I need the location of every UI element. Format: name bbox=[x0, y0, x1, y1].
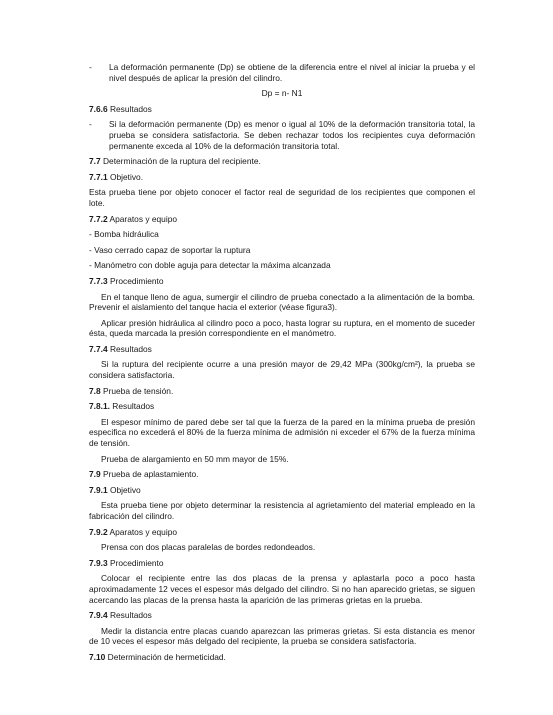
section-heading-7-9 bbox=[89, 469, 475, 480]
paragraph: Si la ruptura del recipiente ocurre a una presión mayor de 29,42 MPa (300kg/cm²), la prueba se considera satisfactoria. bbox=[89, 359, 475, 381]
section-heading-7-8 bbox=[89, 386, 475, 397]
bullet-dash: - bbox=[89, 62, 92, 72]
section-number: 7.9 bbox=[89, 469, 101, 480]
section-heading-7-10 bbox=[89, 652, 475, 663]
section-number: 7.8.1. bbox=[89, 401, 110, 412]
section-title: Procedimiento bbox=[107, 557, 164, 568]
section-number: 7.10 bbox=[89, 651, 106, 662]
section-title: Prueba de aplastamiento. bbox=[100, 469, 199, 480]
paragraph: Medir la distancia entre placas cuando aparezcan las primeras grietas. Si esta distancia es menor de 10 veces el espesor más delgado del recipiente, la prueba se considera satisfactoria. bbox=[89, 625, 475, 647]
section-heading-7-6-6 bbox=[89, 104, 475, 115]
section-number: 7.7.3 bbox=[89, 275, 108, 286]
section-title: Prueba de tensión. bbox=[100, 385, 174, 396]
paragraph: Prensa con dos placas paralelas de bordes redondeados. bbox=[101, 542, 316, 553]
section-heading-7-8-1 bbox=[89, 401, 475, 412]
section-title: Determinación de hermeticidad. bbox=[105, 651, 226, 662]
section-heading-7-7-1 bbox=[89, 172, 475, 183]
document-body bbox=[89, 62, 475, 668]
equipment-item: - Manómetro con doble aguja para detectar la máxima alcanzada bbox=[89, 260, 331, 271]
section-title: Aparatos y equipo bbox=[107, 213, 178, 224]
section-heading-7-7-3 bbox=[89, 276, 475, 287]
bullet-dash: - bbox=[89, 119, 92, 130]
paragraph: Colocar el recipiente entre las dos placas de la prensa y aplastarla poco a poco hasta aproximadamente 12 veces el espesor más delgado del cilindro. Si no han aparecido grietas, se siguen acercando las placas de la prensa hasta la aparición de las primeras grietas en la prueba. bbox=[89, 573, 475, 605]
section-title: Resultados bbox=[107, 610, 152, 621]
section-title: Aparatos y equipo bbox=[107, 526, 178, 537]
paragraph: Esta prueba tiene por objeto conocer el factor real de seguridad de los recipientes que componen el lote. bbox=[89, 187, 475, 208]
section-title: Determinación de la ruptura del recipiente. bbox=[100, 156, 261, 167]
section-number: 7.9.1 bbox=[89, 484, 108, 495]
equipment-item: - Vaso cerrado capaz de soportar la ruptura bbox=[89, 244, 251, 255]
section-number: 7.9.2 bbox=[89, 526, 108, 537]
paragraph: El espesor mínimo de pared debe ser tal que la fuerza de la pared en la mínima prueba de presión especifica no excederá el 80% de la fuerza mínima de admisión ni exceder el 67% de la fuerza mínima de tensión. bbox=[89, 416, 475, 449]
formula: Dp = n- N1 bbox=[261, 88, 303, 99]
section-title: Resultados bbox=[107, 343, 152, 354]
paragraph: Esta prueba tiene por objeto determinar la resistencia al agrietamiento del material empleado en la fabricación del cilindro. bbox=[89, 500, 475, 521]
section-heading-7-9-3 bbox=[89, 558, 475, 569]
bullet-item bbox=[89, 119, 475, 151]
section-number: 7.7 bbox=[89, 156, 101, 167]
section-number: 7.8 bbox=[89, 385, 101, 396]
paragraph: Prueba de alargamiento en 50 mm mayor de 15%. bbox=[101, 453, 289, 464]
section-title: Resultados bbox=[107, 103, 152, 114]
section-heading-7-7 bbox=[89, 156, 475, 167]
bullet-text: Si la deformación permanente (Dp) es menor o igual al 10% de la deformación transitoria total, la prueba se considera satisfactoria. Se deben rechazar todos los recipientes cuya deformación permanente exceda al 10% de la deformación transitoria total. bbox=[109, 119, 475, 151]
section-title: Objetivo. bbox=[107, 171, 144, 182]
bullet-item bbox=[89, 62, 475, 83]
section-heading-7-9-2 bbox=[89, 527, 475, 538]
section-number: 7.7.1 bbox=[89, 171, 108, 182]
section-heading-7-9-1 bbox=[89, 485, 475, 496]
section-title: Resultados bbox=[109, 401, 155, 412]
equipment-item: - Bomba hidráulica bbox=[89, 229, 159, 240]
section-heading-7-9-4 bbox=[89, 610, 475, 621]
paragraph: Aplicar presión hidráulica al cilindro poco a poco, hasta lograr su ruptura, en el momento de suceder ésta, queda marcada la presión correspondiente en el manómetro. bbox=[89, 317, 475, 339]
section-number: 7.6.6 bbox=[89, 103, 108, 114]
section-number: 7.7.4 bbox=[89, 343, 108, 354]
section-number: 7.9.3 bbox=[89, 557, 108, 568]
paragraph: En el tanque lleno de agua, sumergir el cilindro de prueba conectado a la alimentación de la bomba. Prevenir el aislamiento del tanque hacia el exterior (véase figura3). bbox=[89, 291, 475, 313]
section-heading-7-7-2 bbox=[89, 214, 475, 225]
section-number: 7.7.2 bbox=[89, 213, 108, 224]
section-number: 7.9.4 bbox=[89, 610, 108, 621]
section-heading-7-7-4 bbox=[89, 344, 475, 355]
section-title: Procedimiento bbox=[107, 275, 164, 286]
section-title: Objetivo bbox=[107, 484, 141, 495]
bullet-text: La deformación permanente (Dp) se obtiene de la diferencia entre el nivel al iniciar la prueba y el nivel después de aplicar la presión del cilindro. bbox=[109, 62, 475, 83]
